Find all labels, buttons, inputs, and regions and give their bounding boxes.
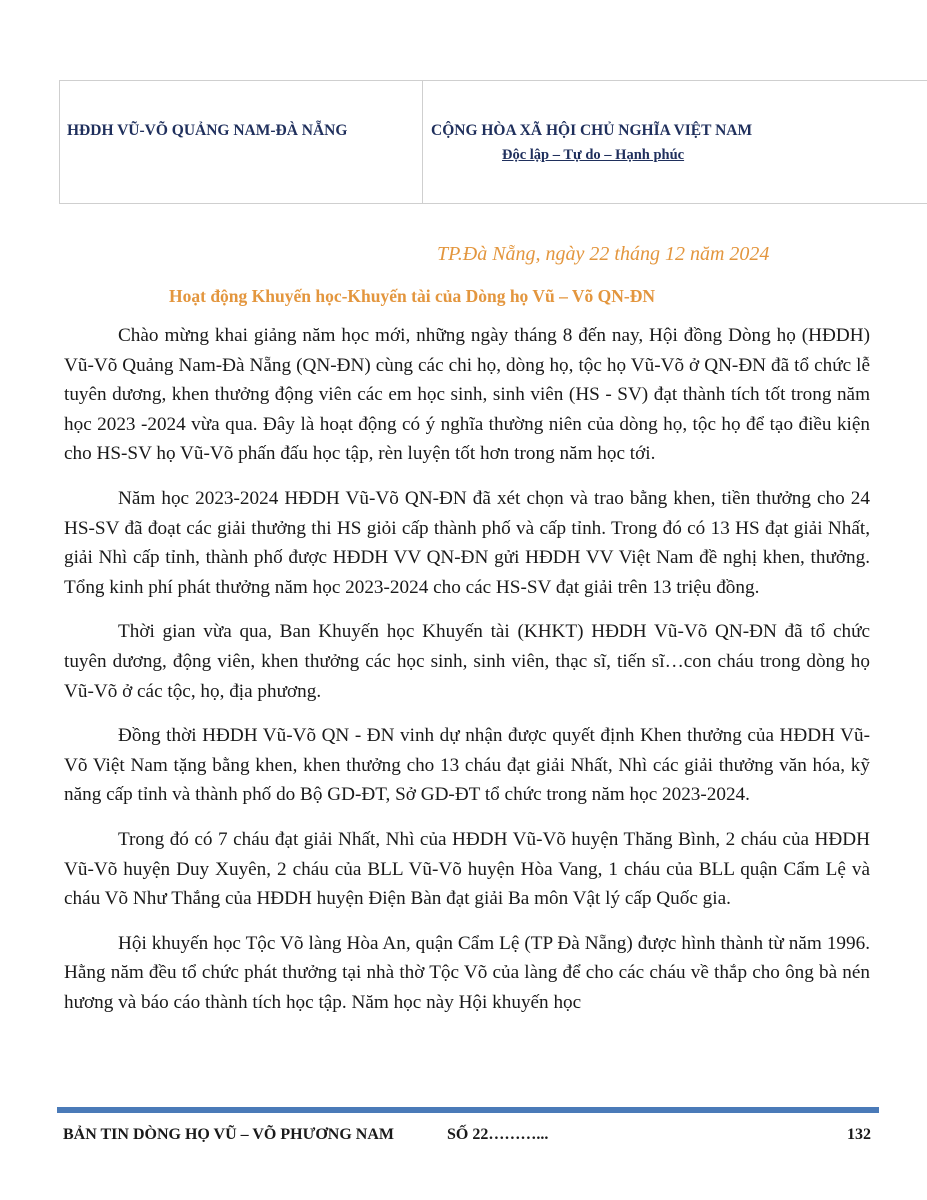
header-nation: CỘNG HÒA XÃ HỘI CHỦ NGHĨA VIỆT NAM bbox=[431, 122, 753, 139]
footer-page-number: 132 bbox=[847, 1126, 871, 1143]
header-nation-block bbox=[423, 81, 927, 203]
header-organization: HĐDH VŨ-VÕ QUẢNG NAM-ĐÀ NẴNG bbox=[60, 81, 423, 203]
date-line: TP.Đà Nẵng, ngày 22 tháng 12 năm 2024 bbox=[437, 243, 770, 265]
paragraph: Hội khuyến học Tộc Võ làng Hòa An, quận Cẩm Lệ (TP Đà Nẵng) được hình thành từ năm 1996. Hằng năm đều tổ chức phát thưởng tại nhà thờ Tộc Võ của làng để cho các cháu về thắp cho ông bà nén hương và báo cáo thành tích học tập. Năm học này Hội khuyến học bbox=[64, 932, 870, 1013]
header-motto: Độc lập – Tự do – Hạnh phúc bbox=[502, 147, 685, 163]
paragraph: Đồng thời HĐDH Vũ-Võ QN - ĐN vinh dự nhận được quyết định Khen thưởng của HĐDH Vũ-Võ Việt Nam tặng bằng khen, khen thưởng cho 13 cháu đạt giải Nhất, Nhì các giải thưởng văn hóa, kỹ năng cấp tỉnh và thành phố do Bộ GD-ĐT, Sở GD-ĐT tổ chức trong năm học 2023-2024. bbox=[64, 725, 870, 806]
article-title: Hoạt động Khuyến học-Khuyến tài của Dòng họ Vũ – Võ QN-ĐN bbox=[169, 286, 656, 306]
article-body bbox=[64, 321, 870, 1018]
paragraph: Trong đó có 7 cháu đạt giải Nhất, Nhì của HĐDH Vũ-Võ huyện Thăng Bình, 2 cháu của HĐDH Vũ-Võ huyện Duy Xuyên, 2 cháu của BLL Vũ-Võ huyện Hòa Vang, 1 cháu của BLL quận Cẩm Lệ và cháu Võ Như Thắng của HĐDH huyện Điện Bàn đạt giải Ba môn Vật lý cấp Quốc gia. bbox=[64, 828, 870, 910]
footer-rule bbox=[57, 1107, 879, 1113]
paragraph: Chào mừng khai giảng năm học mới, những ngày tháng 8 đến nay, Hội đồng Dòng họ (HĐDH) Vũ-Võ Quảng Nam-Đà Nẵng (QN-ĐN) cùng các chi họ, dòng họ, tộc họ Vũ-Võ ở QN-ĐN đã tổ chức lễ tuyên dương, khen thưởng động viên các em học sinh, sinh viên (HS - SV) đạt thành tích tốt trong năm học 2023 -2024 vừa qua. Đây là hoạt động có ý nghĩa thường niên của dòng họ, tộc họ để tạo điều kiện cho HS-SV họ Vũ-Võ phấn đấu học tập, rèn luyện tốt hơn trong năm học tới. bbox=[64, 325, 870, 465]
header-table bbox=[59, 80, 927, 204]
paragraph: Thời gian vừa qua, Ban Khuyến học Khuyến tài (KHKT) HĐDH Vũ-Võ QN-ĐN đã tổ chức tuyên dương, động viên, khen thưởng các học sinh, sinh viên, thạc sĩ, tiến sĩ…con cháu trong dòng họ Vũ-Võ ở các tộc, họ, địa phương. bbox=[64, 621, 870, 702]
footer-publication: BẢN TIN DÒNG HỌ VŨ – VÕ PHƯƠNG NAM bbox=[63, 1126, 394, 1143]
footer-issue: SỐ 22………... bbox=[447, 1126, 549, 1143]
paragraph: Năm học 2023-2024 HĐDH Vũ-Võ QN-ĐN đã xét chọn và trao bằng khen, tiền thưởng cho 24 HS-SV đã đoạt các giải thưởng thi HS giỏi cấp thành phố và cấp tỉnh. Trong đó có 13 HS đạt giải Nhất, giải Nhì cấp tỉnh, thành phố được HĐDH VV QN-ĐN gửi HĐDH VV Việt Nam đề nghị khen, thưởng. Tổng kinh phí phát thưởng năm học 2023-2024 cho các HS-SV đạt giải trên 13 triệu đồng. bbox=[64, 487, 870, 598]
footer bbox=[63, 1126, 871, 1144]
